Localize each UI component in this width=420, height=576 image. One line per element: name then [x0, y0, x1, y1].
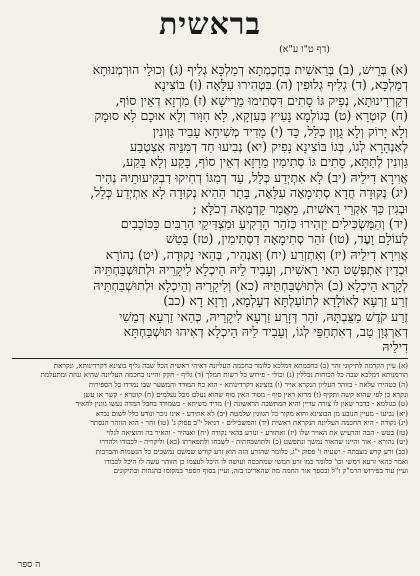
text-line: אֲוִירָא דִילֵיהּ (יז) וְאִתְזְרַע (יח) וְאַנְהִיר, בְּהַאי נְקוּדָה, (יט) נְהוֹרָא — [105, 246, 408, 262]
footnote-line: הורמנותא דמלכא שבה כל הכוחות נכללין (ג) וכולי - פירוש כל רשות המלך (ד) גליף - חקק והיינו בחכמה העליונה שהיא גנוזה ומתעלמת — [40, 370, 408, 380]
footnote-line: (יט) נהורא - אור והיינו שהאור נמשך ונתפשט (כ) ולתושבחתיה - לשבחו ולתפארתו (כא) וליקריה - לכבודו ולהדרו — [99, 437, 408, 447]
text-line: גַּוְונִין לְתַתָּא, סָתִים גּוֹ סְתִימִין מֵרָזָא דְאֵין סוֹף, בָּקַע וְלָא בָּקַע, — [122, 154, 408, 170]
text-line: (יד) וְהַמַּשְׂכִּילִים יַזְהִירוּ כְּזֹהַר הָרָקִיעַ וּמַצְדִּיקֵי הָרַבִּים כַּכּוֹכָבִים — [120, 216, 408, 232]
text-line: זֶרַע קֹדֶשׁ מַצַּבְתָּהּ, זֹהַר דְּזָרַע זַרְעָא לִיקָרֵיהּ, כְּהַאי זַרְעָא דְמֵשִׁי — [119, 308, 408, 324]
text-line: (יג) נְקוּדָה חֲדָא סְתִימָאָה עִלָּאָה, בָּתַר הַהִיא נְקוּדָה לָא אִתְיְדַע כְּלַל, — [90, 185, 408, 201]
text-line: וּבְגִין כַּךְ אִקְרֵי רֵאשִׁית, מַאֲמָר קַדְמָאָה דְכֹלָּא ; — [192, 200, 408, 216]
footnote-line: (כב) זרע קדש מצבתה - ישעיה ו' פסוק י"ג, כלומר שהזרע הזה הוא זרע קודש שמשם נמשכים כל הנשמות והברכות — [95, 447, 408, 457]
main-text — [12, 62, 408, 355]
footnote-line: ואמר כהאי זרעא דמשי וכו' כלומר כמו זרע המשי שמתכסה ועושה לו היכל לעצמו כן הזוהר עשה לו היכל לכבודו — [104, 456, 408, 466]
text-line: וְלָא יָרוֹק וְלָא גָוֶון כְּלַל, כַּד (י) מָדִיד מְשִׁיחָא עָבִיד גַּוְונִין — [152, 123, 408, 139]
footnote-line: (א) עיין הקדמה לתיקוני זהר (ב) בחכמתא דמלכא כלומר בחכמה העליונה דאיהי ראשית הכל שבה גליף בוצינא דקרדינותא, ונקראת — [53, 360, 408, 370]
text-line: דִילֵיהּ — [382, 339, 408, 355]
footnote-line: (ה) בטהירו עלאה - בזוהר העליון הנקרא אויר (ו) בוצינא דקרדינותא - הוא כח המודד והמשער שבו נמדדו כל הספירות — [88, 379, 408, 389]
text-line: דְאַרְגְּוָן טַב, דְאִתְחַפֵּי לְגוֹ, וְעָבִיד לֵיהּ הֵיכְלָא דְאִיהוּ תּוּשְׁבַּחְתָּא — [123, 323, 408, 339]
text-line: דְקַרְדִינוּתָא, נְפִיק גּוֹ סָתִים דִּסְתִימוּ מֵרֵישָׁא (ז) מִרְזָא דְאֵין סוֹף, — [115, 92, 408, 108]
footnote-line: ועיין עוד בפירוש הרמ"ק ז"ל ובספר אור החמה מה שהאריכו בזה, ועיין בסוף הספר במקומו בהגהות ובתיקונים — [113, 466, 408, 476]
footnote-divider — [12, 358, 408, 359]
text-line: לְאַנְהָרָא לְגוֹ, בְּגוֹ בּוֹצִינָא נָפִיק (יא) נְבִיעוּ חַד דְמִנֵּיהּ אִצְטְבַע — [130, 139, 408, 155]
text-line: לְעוֹלָם וָעֶד, (טו) זֹהַר סְתִימָאָה דִסְתִימִין, (טז) בָּטַשׁ — [165, 231, 408, 247]
text-line: לְקָרָא הֵיכְלָא (כ) וּלְתוּשְׁבַּחְתֵּיהּ (כא) וְלִיקָרֵיהּ וְהֵיכְלָא וּלְתוּשְׁבַּחְתֵּיהּ — [93, 277, 408, 293]
page-reference: (דף ט"ו ע"א) — [279, 44, 330, 55]
footnotes — [12, 361, 408, 476]
footnote-line: (ט) בגולמא - בדבר שאין לו צורה עדיין והיא המחשבה הראשונה (י) מדיד משיחא - כשמודד בחבל המדה נעשו גוונין להאיר — [75, 399, 408, 409]
text-line: וּכְדֵין אִתְפְּשַׁט הַאי רֵאשִׁית, וְעָבִיד לֵיהּ הֵיכְלָא לִיקָרֵיהּ וּלְתוּשְׁבַּחְתֵּיהּ — [94, 262, 408, 278]
text-line: אֲוִירָא דִילֵיהּ (יב) לָא אִתְיְדַע כְּלַל, עַד דְמִגּוֹ דְחִיקוּ דִבְקִיעוּתֵיהּ נְהִיר — [95, 169, 408, 185]
footnote-line: (יא) נביעו - מעיין הנובע מן הבוצינא והוא מקור כל הגוונין שלמטה (יב) לא אתידע - אינו ניכר ונודע כלל לשום נברא — [95, 408, 408, 418]
text-line: (א) בְּרֵישׁ, (ב) בְּרֵאשִׁית בְּחָכְמְתָא דְמַלְכָּא גְלִיף (ג) וְכוּלֵי הוּרְמְנוּתָא — [92, 62, 408, 77]
page-folio: ה ספר — [18, 560, 41, 570]
page-title: בראשית — [159, 7, 261, 42]
footnote-line: ונקרא כן לפי שהוא קשה ותקיף (ז) מרזא דאין סוף - מסוד האין סוף שהוא נעלם מכל נעלמים (ח) קוטרא - קשר או עשן — [83, 389, 408, 399]
text-line: (ח) קוּטְרָא (ט) בְּגוֹלְמָא נָעִיץ בְּעִזְקָא, לָא חִוָּור וְלָא אוּכָם לָא סוּמָק — [94, 108, 408, 124]
text-line: זְרַע זַרְעָא לְאוֹלָדָא לְתוֹעַלְתָּא דְעָלְמָא, וְרָזָא דָא (כב) — [163, 293, 408, 309]
text-line: דְמַלְכָּא, (ד) גְלִיף גְלוּפִין (ה) בִּטְהִירוּ עִלָּאָה (ו) בּוֹצִינָא — [154, 77, 408, 93]
footnote-line: (יג) נקודה - היא החכמה העליונה הנקראת ראשית (יד) והמשכילים - דניאל י"ב פסוק ג' (טו) זהר - הוא הזוהר הנסתר — [90, 418, 408, 428]
footnote-line: (טז) בטש - הכה והרעיש את האויר שלו (יז) ואתזרע - ונזרע בהאי נקודה (יח) ואנהיר - והאיר בה והוציאה לגלוי — [106, 427, 408, 437]
